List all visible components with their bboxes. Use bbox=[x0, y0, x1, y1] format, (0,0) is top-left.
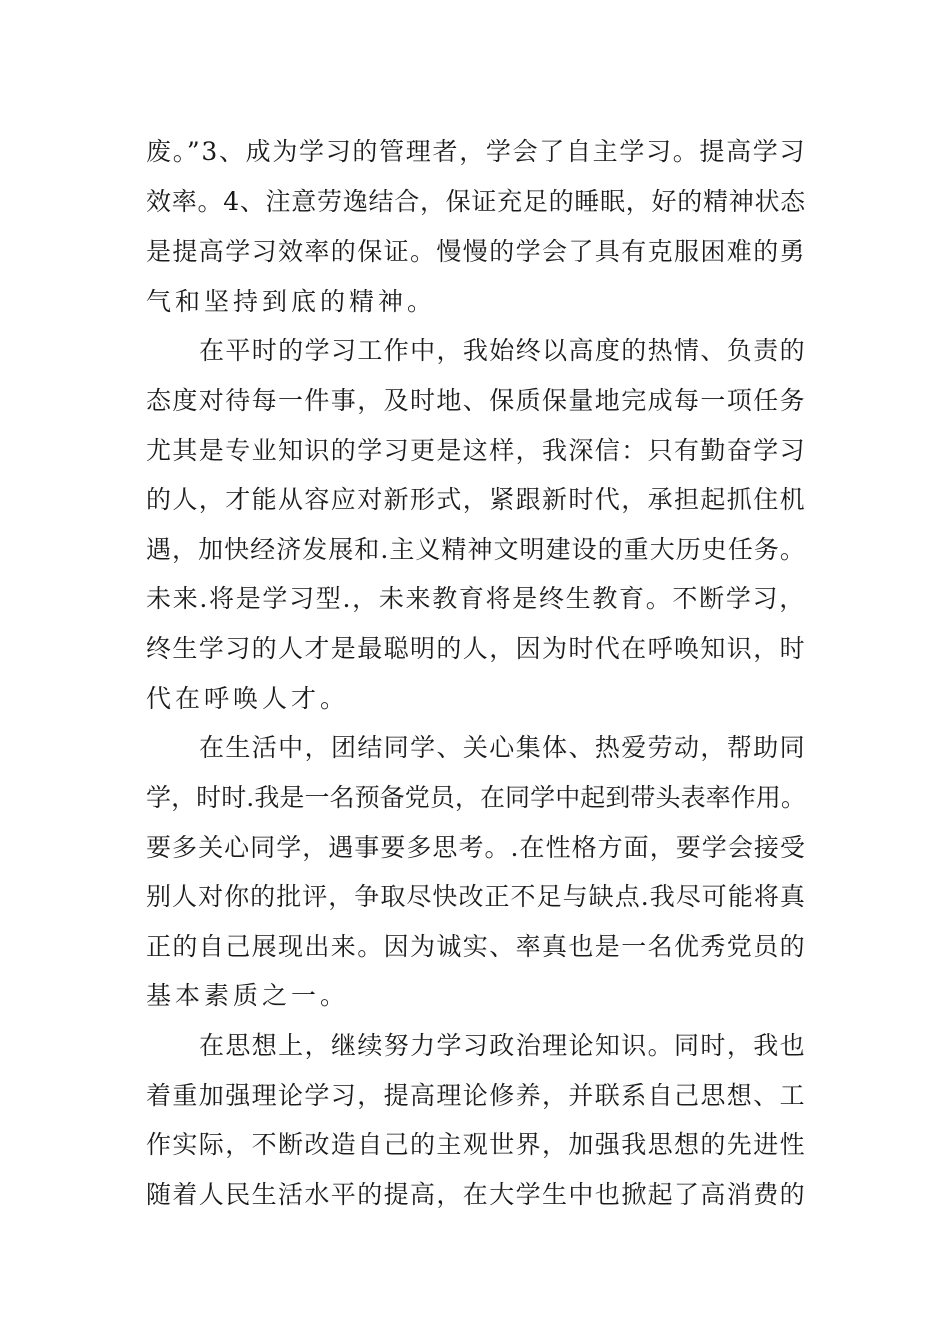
text-line: 基本素质之一。 bbox=[146, 981, 350, 1010]
paragraph-first-line: 在思想上，继续努力学习政治理论知识。同时，我也 bbox=[199, 1031, 807, 1060]
text-line: 气和坚持到底的精神。 bbox=[146, 287, 437, 316]
text-line: 正的自己展现出来。因为诚实、率真也是一名优秀党员的 bbox=[146, 932, 807, 961]
text-line: 效率。4、注意劳逸结合，保证充足的睡眠，好的精神状态 bbox=[146, 187, 806, 216]
text-line: 别人对你的批评，争取尽快改正不足与缺点.我尽可能将真 bbox=[146, 882, 806, 911]
text-line: 的人，才能从容应对新形式，紧跟新时代，承担起抓住机 bbox=[146, 485, 807, 514]
text-line: 着重加强理论学习，提高理论修养，并联系自己思想、工 bbox=[146, 1081, 807, 1110]
text-line: 学，时时.我是一名预备党员，在同学中起到带头表率作用。 bbox=[146, 783, 806, 812]
text-line: 态度对待每一件事，及时地、保质保量地完成每一项任务 bbox=[146, 386, 807, 415]
paragraph-first-line: 在平时的学习工作中，我始终以高度的热情、负责的 bbox=[199, 336, 807, 365]
text-line: 遇，加快经济发展和.主义精神文明建设的重大历史任务。 bbox=[146, 535, 806, 564]
text-line: 要多关心同学，遇事要多思考。.在性格方面，要学会接受 bbox=[146, 833, 806, 862]
text-line: 随着人民生活水平的提高，在大学生中也掀起了高消费的 bbox=[146, 1180, 807, 1209]
text-line: 尤其是专业知识的学习更是这样，我深信：只有勤奋学习 bbox=[146, 436, 807, 465]
paragraph-first-line: 在生活中，团结同学、关心集体、热爱劳动，帮助同 bbox=[199, 733, 807, 762]
text-line: 代在呼唤人才。 bbox=[146, 684, 350, 713]
text-line: 废。”3、成为学习的管理者，学会了自主学习。提高学习 bbox=[146, 137, 807, 166]
text-line: 未来.将是学习型.，未来教育将是终生教育。不断学习， bbox=[146, 584, 806, 613]
text-line: 终生学习的人才是最聪明的人，因为时代在呼唤知识，时 bbox=[146, 634, 807, 663]
text-line: 作实际，不断改造自己的主观世界，加强我思想的先进性 bbox=[146, 1130, 807, 1159]
text-line: 是提高学习效率的保证。慢慢的学会了具有克服困难的勇 bbox=[146, 237, 807, 266]
